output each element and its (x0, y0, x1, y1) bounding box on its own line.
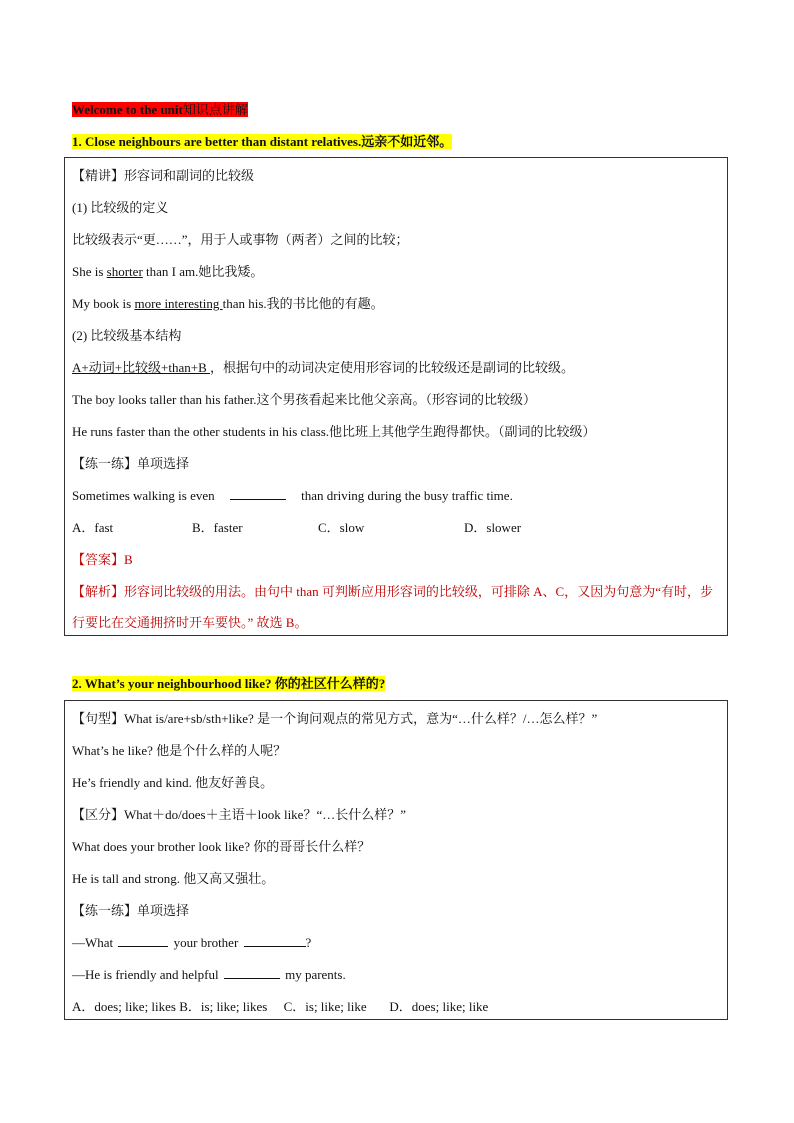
text: ，根据句中的动词决定使用形容词的比较级还是副词的比较级。 (210, 360, 575, 375)
underlined-text: A+动词+比较级+than+B (72, 360, 211, 375)
answer-blank (244, 932, 306, 947)
section-1-line: He runs faster than the other students in his class.他比班上其他学生跑得都快。（副词的比较级） (72, 424, 596, 439)
analysis-text: 形容词比较级的用法。由句中 than 可判断应用形容词的比较级，可排除 A、C，又因为句意为“有时，步行要比在交通拥挤时开车要快。” 故选 B。 (72, 584, 713, 630)
underlined-text: shorter (106, 264, 143, 279)
section-1-line: 【练一练】单项选择 (72, 456, 190, 471)
analysis-paragraph (72, 576, 720, 638)
unit-header-en: Welcome to the unit (72, 102, 183, 117)
answer-blank (230, 485, 286, 500)
options-row (72, 512, 720, 544)
question-2-line-2 (72, 959, 720, 991)
option-b: B．faster (192, 520, 243, 535)
question-text: ? (305, 935, 312, 950)
section-2-line: He’s friendly and kind. 他友好善良。 (72, 775, 274, 790)
section-2-title (72, 675, 385, 693)
section-2-line: What does your brother look like? 你的哥哥长什么样？ (72, 839, 371, 854)
section-2-line: 【练一练】单项选择 (72, 903, 190, 918)
text: My book is (72, 296, 135, 311)
question-text: my parents. (285, 967, 346, 982)
answer-blank (118, 932, 168, 947)
section-2-box (64, 700, 728, 1020)
section-1-line: 比较级表示“更……”，用于人或事物（两者）之间的比较； (72, 232, 409, 247)
section-1-title (72, 133, 452, 151)
answer-line: 【答案】B (72, 552, 133, 567)
section-1-line (72, 288, 720, 320)
section-2-line: He is tall and strong. 他又高又强壮。 (72, 871, 275, 886)
underlined-text: more interesting (134, 296, 223, 311)
text: She is (72, 264, 107, 279)
question-1 (72, 480, 720, 512)
question-text: than driving during the busy traffic time. (301, 488, 513, 503)
option-a: A．fast (72, 520, 114, 535)
question-text: your brother (173, 935, 239, 950)
section-1-line: The boy looks taller than his father.这个男孩看起来比他父亲高。（形容词的比较级） (72, 392, 536, 407)
text: than his.我的书比他的有趣。 (222, 296, 384, 311)
question-text: Sometimes walking is even (72, 488, 215, 503)
section-2-line: What’s he like? 他是个什么样的人呢？ (72, 743, 287, 758)
section-1-title-text: 1. Close neighbours are better than distant relatives.远亲不如近邻。 (72, 134, 453, 149)
option-c: C．slow (318, 520, 365, 535)
unit-header (72, 101, 248, 119)
question-text: —What (72, 935, 114, 950)
section-1-line: 【精讲】形容词和副词的比较级 (72, 168, 255, 183)
section-1-line: (2) 比较级基本结构 (72, 328, 182, 343)
unit-header-zh: 知识点讲解 (182, 102, 248, 117)
text: than I am.她比我矮。 (142, 264, 264, 279)
options-row: A．does; like; likes B．is; like; likes C．is; like; like D．does; like; like (72, 999, 489, 1014)
section-2-line: 【句型】What is/are+sb/sth+like? 是一个询问观点的常见方式，意为“…什么样？/…怎么样？” (72, 711, 598, 726)
section-1-line (72, 352, 720, 384)
question-text: —He is friendly and helpful (72, 967, 219, 982)
answer-blank (224, 964, 280, 979)
section-2-title-text: 2. What’s your neighbourhood like? 你的社区什么样的? (72, 676, 386, 691)
option-d: D．slower (464, 520, 522, 535)
analysis-label: 【解析】 (72, 584, 125, 599)
section-1-line: (1) 比较级的定义 (72, 200, 169, 215)
section-2-line: 【区分】What＋do/does＋主语＋look like？“…长什么样？” (72, 807, 406, 822)
question-2-line-1 (72, 927, 720, 959)
section-1-box (64, 157, 728, 636)
section-1-line (72, 256, 720, 288)
